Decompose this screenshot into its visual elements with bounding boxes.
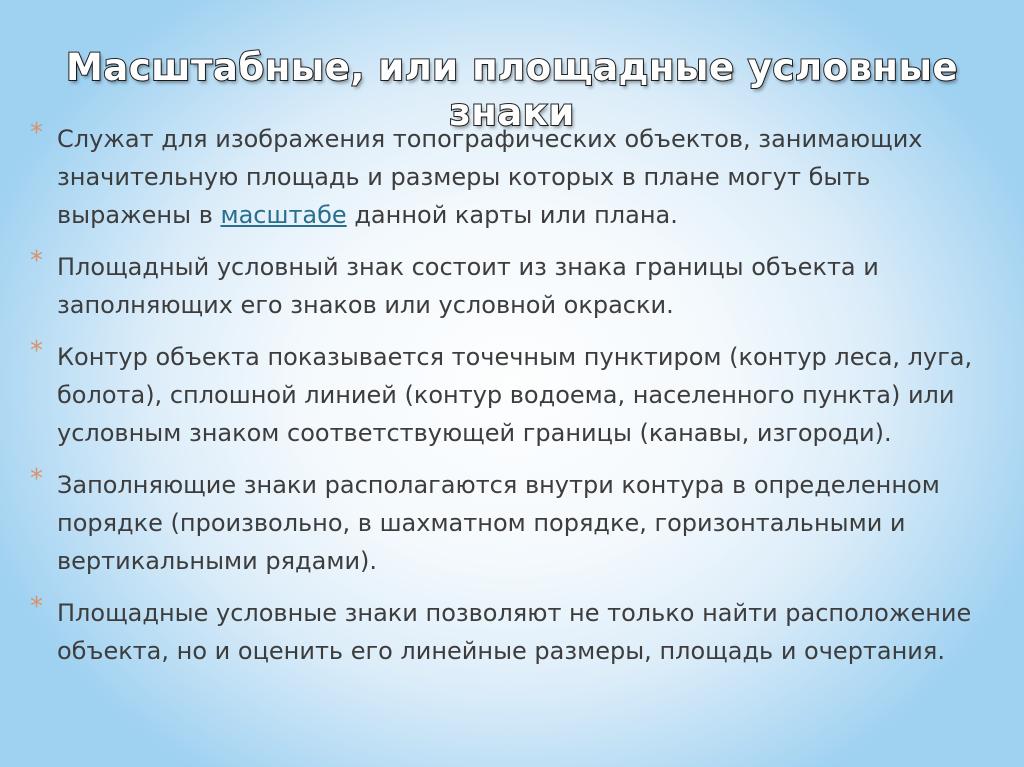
bullet-text-1-after: данной карты или плана. bbox=[346, 201, 678, 229]
bullet-marker-icon: * bbox=[30, 336, 43, 366]
bullet-text-1 bbox=[57, 120, 990, 234]
bullet-item-2 bbox=[30, 248, 990, 324]
bullet-text-3: Контур объекта показывается точечным пунктиром (контур леса, луга, болота), сплошной линией (контур водоема, населенного пункта) или условным знаком соответствующей границы (канавы, изгороди). bbox=[57, 343, 973, 447]
masshtab-link[interactable]: масштабе bbox=[220, 201, 347, 229]
bullet-marker-icon: * bbox=[30, 592, 43, 622]
bullet-item-4 bbox=[30, 466, 990, 580]
bullet-item-3 bbox=[30, 338, 990, 452]
bullet-item-1 bbox=[30, 120, 990, 234]
bullet-text-4: Заполняющие знаки располагаются внутри контура в определенном порядке (произвольно, в шахматном порядке, горизонтальными и вертикальными рядами). bbox=[57, 471, 940, 575]
bullet-text-5: Площадные условные знаки позволяют не только найти расположение объекта, но и оценить его линейные размеры, площадь и очертания. bbox=[57, 599, 972, 665]
bullet-marker-icon: * bbox=[30, 246, 43, 276]
bullet-marker-icon: * bbox=[30, 118, 43, 148]
bullet-marker-icon: * bbox=[30, 464, 43, 494]
bullet-list bbox=[30, 120, 990, 684]
bullet-item-5 bbox=[30, 594, 990, 670]
bullet-text-2: Площадный условный знак состоит из знака границы объекта и заполняющих его знаков или условной окраски. bbox=[57, 253, 879, 319]
slide-title: Масштабные, или площадные условные знаки bbox=[65, 45, 959, 134]
bullet-text-1-before: Служат для изображения топографических объектов, занимающих значительную площадь и размеры которых в плане могут быть выражены в bbox=[57, 125, 923, 229]
